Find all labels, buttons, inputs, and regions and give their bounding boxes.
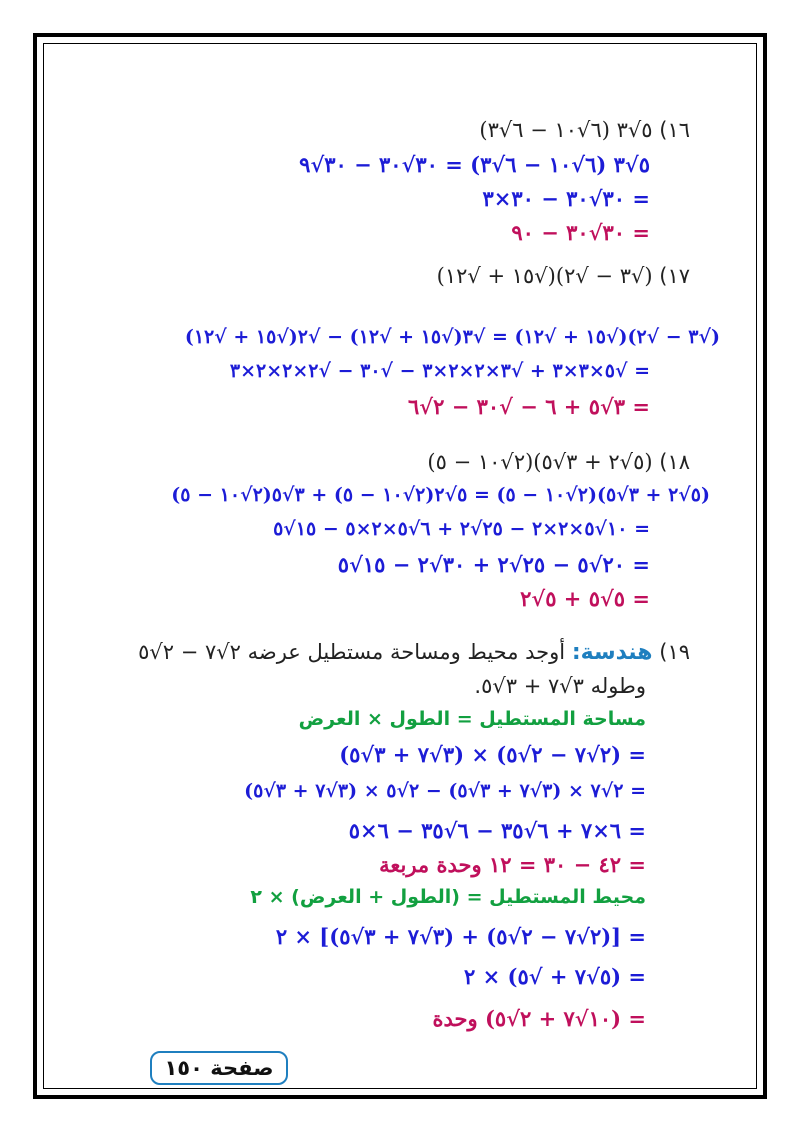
area-formula: مساحة المستطيل = الطول × العرض [298, 708, 646, 730]
problem-19-header [80, 640, 690, 665]
problem-statement: (٥√٢ + ٣√٥)(٢√١٠ − ٥) [427, 450, 653, 474]
problem-number: ١٨) [659, 450, 690, 474]
problem-statement-continued: وطوله ٣√٧ + ٣√٥. [474, 674, 646, 698]
solution-step: = (٢√٧ − ٢√٥) × (٣√٧ + ٣√٥) [339, 742, 646, 767]
solution-step: = [(٢√٧ − ٢√٥) + (٣√٧ + ٣√٥)] × ٢ [275, 924, 646, 949]
page-number-badge: صفحة ١٥٠ [150, 1051, 288, 1085]
solution-step: = ١٠√٥×٢×٢ − ٢٥√٢ + ٦√٥×٢×٥ − ١٥√٥ [273, 518, 650, 540]
solution-step: = ٢٠√٥ − ٢٥√٢ + ٣٠√٢ − ١٥√٥ [337, 552, 650, 577]
solution-result: = (١٠√٧ + ٢√٥) وحدة [432, 1006, 646, 1031]
solution-result: = ٣٠√٣٠ − ٩٠ [511, 220, 650, 245]
problem-statement: ٥√٣ (٦√١٠ − ٦√٣) [479, 118, 653, 142]
problem-tag: هندسة: [571, 640, 653, 665]
worksheet-content [80, 0, 720, 1131]
solution-step: = √٥×٣×٣ + √٣×٢×٢×٣ − √٣٠ − √٢×٢×٢×٣ [229, 360, 650, 382]
problem-statement: (√٣ − √٢)(√١٥ + √١٢) [436, 264, 653, 288]
problem-16-header [80, 118, 690, 142]
solution-step: ٥√٣ (٦√١٠ − ٦√٣) = ٣٠√٣٠ − ٣٠√٩ [299, 152, 650, 177]
solution-step: = ٢√٧ × (٣√٧ + ٣√٥) − ٢√٥ × (٣√٧ + ٣√٥) [244, 780, 646, 802]
solution-result: = ٣√٥ + ٦ − √٣٠ − ٢√٦ [408, 394, 650, 419]
solution-step: = ٦×٧ + ٦√٣٥ − ٦√٣٥ − ٦×٥ [348, 818, 646, 843]
solution-step: = (٥√٧ + √٥) × ٢ [464, 964, 646, 989]
solution-result: = ٤٢ − ٣٠ = ١٢ وحدة مربعة [379, 852, 646, 877]
solution-step: (٥√٢ + ٣√٥)(٢√١٠ − ٥) = ٥√٢(٢√١٠ − ٥) + ٣√٥(٢√١٠ − ٥) [171, 484, 710, 506]
solution-step: (√٣ − √٢)(√١٥ + √١٢) = √٣(√١٥ + √١٢) − √٢(√١٥ + √١٢) [184, 326, 720, 348]
perimeter-formula: محيط المستطيل = (الطول + العرض) × ٢ [250, 886, 646, 908]
solution-result: = ٥√٥ + ٥√٢ [520, 586, 650, 611]
problem-18-header [80, 450, 690, 474]
solution-step: = ٣٠√٣٠ − ٣٠×٣ [482, 186, 650, 211]
problem-number: ١٩) [659, 640, 690, 664]
problem-number: ١٧) [659, 264, 690, 288]
problem-17-header [80, 264, 690, 288]
problem-statement: أوجد محيط ومساحة مستطيل عرضه ٢√٧ − ٢√٥ [138, 640, 566, 664]
problem-number: ١٦) [659, 118, 690, 142]
